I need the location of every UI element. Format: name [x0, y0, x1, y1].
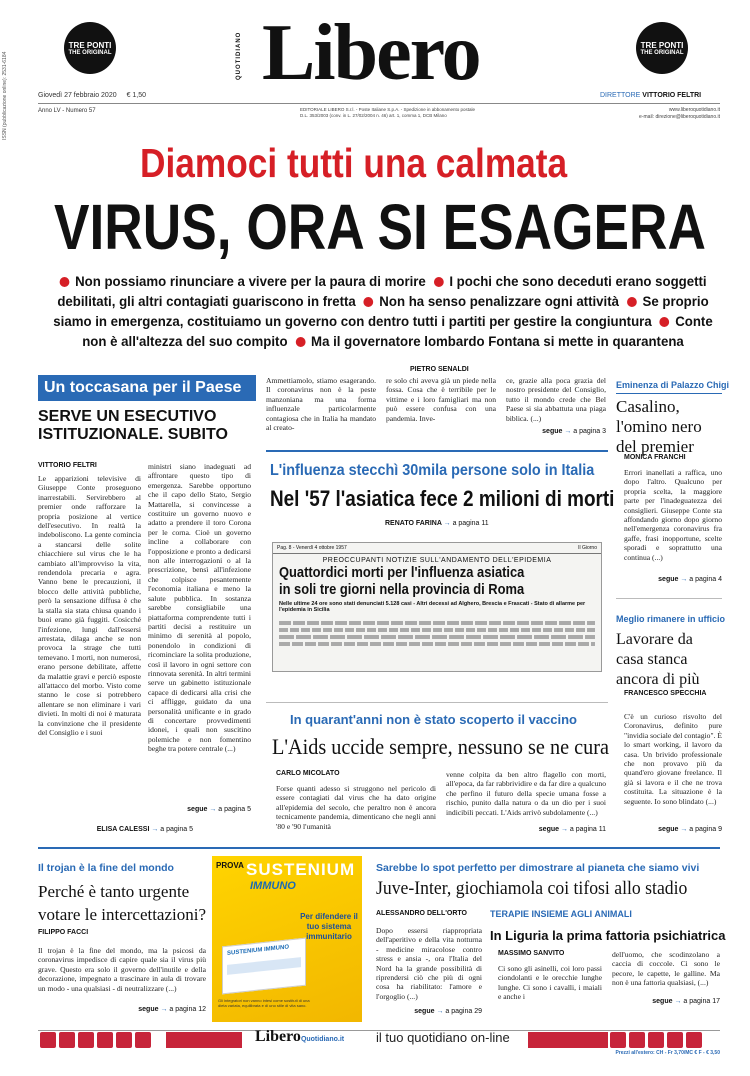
director-name: VITTORIO FELTRI [642, 92, 702, 99]
badge-top-text: TRE PONTI [640, 40, 684, 50]
bullet-text: Non ha senso penalizzare ogni attività [379, 294, 619, 309]
headline-bullets [45, 272, 721, 352]
headline-main: VIRUS, ORA SI ESAGERA [54, 191, 706, 263]
bullet-text: Conte non è all'altezza del suo compito [82, 314, 713, 349]
lead-segue[interactable]: segue → a pagina 3 [542, 428, 606, 435]
ad-claim: Per difendere il tuo sistema immunitario [300, 912, 358, 941]
editorial-col2: ministri siano inadeguati ad affrontare questo tipo di emergenza. Sarebbe opportuno che il capo dello Stato, Sergio Mattarella, si convincesse a costituire un governo nuovo e adatto a prendere il toro Corona per le corna. Cioè un governo incline a collaborare con l'opposizione e pronto a dedicarsi non alle interrogazioni o al la prescrizione, bensì all'infezione che colpisce pesantemente l'economia italiana e meno la salute pubblica. In sostanza sarebbe consigliabile una piattaforma comprendente tutti i partiti decisi a restituire un minimo di serenità al popolo, ponendolo in condizioni di ricominciare la solita produzione, così il lavoro in ogni settore con rinnovata serenità. In altri termini serve un gabinetto istituzionale capace di dedicarsi alla crisi che ci affligge, guidato da una personalità unificante e in grado di concertare provvedimenti idonei, i quali non suscitino polemiche e non fomentino beghe tra potere centrale (...) [148, 462, 251, 754]
segue-label: segue [652, 998, 673, 1005]
farm-col1: Ci sono gli asinelli, coi loro passi ciondolanti e le orecchie lunghe lunghe. Ci sono i cavalli, i maiali e anche i [498, 964, 602, 1002]
juve-title[interactable]: Juve-Inter, giochiamola coi tifosi allo stadio [376, 878, 688, 899]
bullet-item [59, 274, 425, 289]
footer-prices: Prezzi all'estero: CH - Fr 3,70/MC € F - € 3,50 [615, 1050, 720, 1056]
masthead-rule [38, 103, 720, 104]
segue-label: segue [187, 806, 208, 813]
footer-logo[interactable] [255, 1028, 344, 1046]
masthead-logo: Libero [262, 9, 480, 97]
issue-number: Anno LV - Numero 57 [38, 108, 96, 114]
director-label: DIRETTORE [600, 92, 641, 99]
casalino-label: Eminenza di Palazzo Chigi [616, 380, 730, 390]
juve-label: Sarebbe lo spot perfetto per dimostrare al pianeta che siamo vivi [376, 862, 700, 874]
home-segue[interactable]: segue → a pagina 9 [658, 826, 722, 833]
casalino-text: Errori inanellati a raffica, uno dopo l'altro. Qualcuno per propria scelta, la maggiore parte per l'inadeguatezza dei consiglieri. Giuseppe Conte sta affondando giorno dopo giorno nell'emergenza coronavirus fra gaffe, frasi inopportune, scelte sporadi e soprattutto una continua (...) [624, 468, 722, 562]
flu-title[interactable]: Nel '57 l'asiatica fece 2 milioni di morti [270, 486, 615, 511]
bullet-dot [627, 297, 637, 307]
footer-logo-sub: Quotidiano.it [300, 1036, 345, 1043]
juve-author: ALESSANDRO DELL'ORTO [376, 910, 467, 917]
bullet-dot [295, 337, 305, 347]
issn-line: ISSN (pubblicazione online): 2531-6184 [2, 51, 8, 140]
bullet-dot [59, 277, 69, 287]
aids-col1: Forse quanti adesso si struggono nel pericolo di essere contagiati dal virus che ha dato origine all'epidemia del secolo, che peraltro non è ancora tecnicamente pandemia, dimenticano che negli anni '80 e '90 l'umanità [276, 784, 436, 831]
farm-segue[interactable]: segue → a pagina 17 [652, 998, 720, 1005]
tre-ponti-badge-left [64, 22, 116, 74]
home-title[interactable]: Lavorare da casa stanca ancora di più [616, 631, 700, 688]
clip-sub: Nelle ultime 24 ore sono stati denunciati 5.128 casi - Altri decessi ad Alghero, Brescia e Frascati - Stato di allarme per l'epidemia in Sicilia [279, 601, 586, 613]
rss-icon[interactable] [135, 1032, 151, 1048]
segue-label: segue [538, 826, 560, 833]
twitter-icon[interactable] [59, 1032, 75, 1048]
footer-icons-left [40, 1032, 154, 1048]
casalino-rule [616, 393, 722, 394]
clip-head2: in soli tre giorni nella provincia di Roma [279, 581, 525, 598]
tablet-icon[interactable] [629, 1032, 645, 1048]
aids-kicker: In quarant'anni non è stato scoperto il vaccino [290, 712, 577, 727]
farm-title[interactable]: In Liguria la prima fattoria psichiatrica [490, 928, 726, 943]
editorial-author: VITTORIO FELTRI [38, 462, 97, 469]
segue-page: a pagina 9 [689, 826, 722, 833]
phone-icon[interactable] [648, 1032, 664, 1048]
director-line [600, 92, 701, 99]
sustenium-ad[interactable] [212, 856, 362, 1022]
editorial-ref[interactable]: ELISA CALESSI → a pagina 5 [96, 826, 193, 833]
headline-kicker: Diamoci tutti una calmata [140, 140, 568, 186]
aids-segue[interactable]: segue → a pagina 11 [538, 826, 606, 833]
segue-label: segue [658, 576, 679, 583]
casalino-title[interactable]: Casalino, l'omino nero del premier [616, 397, 702, 456]
publisher-line: D.L. 353/2003 (conv. in L. 27/02/2004 n. 46) art. 1, comma 1, DCB Milano [300, 113, 447, 118]
ref-author: ELISA CALESSI [96, 826, 150, 833]
footer-logo-text: Libero [255, 1028, 301, 1045]
home-rule-top [616, 598, 722, 599]
bullet-text: I pochi che sono deceduti erano soggetti debilitati, gli altri contagiati guariscono in fretta [57, 274, 707, 309]
newspaper-icon[interactable] [667, 1032, 683, 1048]
home-text: C'è un curioso risvolto del Coronavirus, definito pure "invidia sociale del contagio". È lo smart working, il lavoro da casa. Un brivido professionale che non provavo più da quand'ero giovane freelance. Il già si lavora e il che ne trova costituita. La situazione è la seguente. Io sono blindato (...) [624, 712, 722, 806]
farm-author: MASSIMO SANVITO [498, 950, 565, 957]
date-line [38, 92, 146, 99]
bullet-dot [434, 277, 444, 287]
aids-col2: venne colpita da ben altro flagello con morti, all'epoca, da far rabbrividire e da far dire a qualcuno che perfino il futuro della specie umana fosse a rischio, punito dalla natura o da un dio per i suoi indicibili peccati. L'Aids arrivò subdolamente (...) [446, 770, 606, 817]
ad-sub: IMMUNO [250, 880, 296, 892]
trojan-segue[interactable]: segue → a pagina 12 [138, 1006, 206, 1013]
segue-page: a pagina 4 [689, 576, 722, 583]
bullet-item [360, 294, 619, 309]
trojan-title[interactable]: Perché è tanto urgente votare le intercettazioni? [38, 882, 207, 924]
editorial-col1: Le apparizioni televisive di Giuseppe Conte proseguono inarrestabili. Servirebbero al premier onde rafforzare la propria posizione al vertice dell'esecutivo. In realtà la indeboliscono. La gente comincia a stancarsi delle solite chiacchiere sul virus che le ha cambiato all'improvviso la vita, rendendola precaria e agra. Vanno bene le precauzioni, il blocco delle attività pubbliche, però la sensazione diffusa è che la stalla sia stata chiusa quando i buoi erano già fuggiti. Cosicché l'infezione, lungi dall'essersi arrestata, dilaga anche se non provoca la strage che tutti temevano. I morti, non numerosi, erano persone debilitate, affette da malattie gravi e perciò esposte all'attacco del morbo. Visto come stanno le cose si potrebbero allentare se non eliminare i vari divieti. In molti di noi è maturata la convinzione che il presidente del Consiglio e i suoi [38, 474, 141, 737]
flu-box [266, 450, 608, 452]
segue-label: segue [542, 428, 563, 435]
segue-page: a pagina 11 [569, 826, 606, 833]
youtube-icon[interactable] [97, 1032, 113, 1048]
flu-page: a pagina 11 [452, 520, 489, 527]
bullet-item [291, 334, 683, 349]
bottom-rule [38, 847, 720, 849]
home-label: Meglio rimanere in ufficio [616, 614, 726, 624]
farm-col2: dell'uomo, che scodinzolano a caccia di coccole. Ci sono le pecore, le capette, le galline. Ma non è una fattoria qualsiasi, (...) [612, 950, 720, 988]
segue-page: a pagina 12 [169, 1006, 206, 1013]
clip-text-lines [273, 616, 601, 651]
clip-over: PREOCCUPANTI NOTIZIE SULL'ANDAMENTO DELL'EPIDEMIA [322, 557, 552, 564]
footer-icons-right [610, 1032, 705, 1048]
bullet-text: Se proprio siamo in emergenza, costituiamo un governo con dentro tutti i partiti per gestire la congiuntura [53, 294, 709, 329]
instagram-icon[interactable] [78, 1032, 94, 1048]
trojan-author: FILIPPO FACCI [38, 929, 89, 936]
aids-rule [266, 702, 608, 703]
segue-page: a pagina 3 [573, 428, 606, 435]
bullet-text: Ma il governatore lombardo Fontana si mette in quarantena [311, 334, 684, 349]
footer-red-band-left [166, 1032, 242, 1048]
footer-tagline: il tuo quotidiano on-line [376, 1030, 510, 1045]
aids-author: CARLO MICOLATO [276, 770, 340, 777]
casalino-author: MONICA FRANCHI [624, 454, 686, 461]
editorial-segue[interactable]: segue → a pagina 5 [187, 806, 251, 813]
ad-footnote: Gli integratori non vanno intesi come sostituti di una dieta variata, equilibrata e di uno stile di vita sano. [218, 998, 310, 1008]
editorial-title[interactable]: SERVE UN ESECUTIVO ISTITUZIONALE. SUBITO [38, 408, 228, 443]
lead-author: PIETRO SENALDI [410, 366, 469, 373]
clip-header [273, 543, 601, 554]
bullet-dot [364, 297, 374, 307]
home-author: FRANCESCO SPECCHIA [624, 690, 707, 697]
clipping [272, 542, 602, 672]
casalino-segue[interactable]: segue → a pagina 4 [658, 576, 722, 583]
juve-segue[interactable]: segue → a pagina 29 [414, 1008, 482, 1015]
ref-page: a pagina 5 [160, 826, 193, 833]
email[interactable]: e-mail: direzione@liberoquotidiano.it [639, 114, 720, 120]
desktop-icon[interactable] [610, 1032, 626, 1048]
publisher-info [300, 107, 475, 119]
flu-byline[interactable]: RENATO FARINA → a pagina 11 [385, 520, 489, 527]
bullet-dot [660, 317, 670, 327]
facebook-icon[interactable] [40, 1032, 56, 1048]
bullet-text: Non possiamo rinunciare a vivere per la paura di morire [75, 274, 426, 289]
ad-pack [222, 938, 306, 995]
publisher-line: EDITORIALE LIBERO S.r.l. - Poste Italiane S.p.A. - Spedizione in abbonamento postale [300, 107, 476, 112]
trojan-text: Il trojan è la fine del mondo, ma la psicosi da coronavirus impedisce di capire quale sia il virus più grave. Questo era solo il governo dell'inutile e della decorazione, impegnato a trascinare in aula di trovare un modo - una qualsiasi - di neutralizzare (...) [38, 946, 206, 993]
segue-label: segue [138, 1006, 159, 1013]
segue-page: a pagina 29 [445, 1008, 482, 1015]
lead-col1: Ammettiamolo, stiamo esagerando. Il coronavirus non è la peste manzoniana ma una forma influenzale particolarmente contagiosa che in Italia ha mandato al creato- [266, 376, 376, 433]
badge-bottom-text: THE ORIGINAL [68, 49, 112, 56]
segue-page: a pagina 5 [218, 806, 251, 813]
quotidiano-label: QUOTIDIANO [236, 31, 242, 80]
aids-title[interactable]: L'Aids uccide sempre, nessuno se ne cura [272, 734, 609, 759]
ad-pack-text: SUSTENIUM IMMUNO [227, 944, 289, 957]
lead-col3: ce, grazie alla poca grazia del nostro presidente del Consiglio, tutto il mondo crede che Bel Paese si sia abbattuta una piaga biblica. (...) [506, 376, 606, 423]
trojan-label: Il trojan è la fine del mondo [38, 862, 174, 874]
badge-bottom-text: THE ORIGINAL [640, 49, 684, 56]
clip-head1: Quattordici morti per l'influenza asiatica [279, 564, 525, 581]
flu-kicker: L'influenza stecchì 30mila persone solo in Italia [270, 462, 595, 479]
farm-label: TERAPIE INSIEME AGLI ANIMALI [490, 909, 632, 919]
footer-red-band-right [528, 1032, 608, 1048]
juve-text: Dopo essersi riappropriata dell'aperitivo e della vita notturna - medicine miracolose contro stress e ansia -, ora l'Italia del Nord ha la grande possibilità di riprendersi ciò che più di ogni cosa ha riabilitato: l'amore e l'orgoglio (...) [376, 926, 482, 1001]
ad-brand: SUSTENIUM [246, 860, 356, 879]
segue-label: segue [414, 1008, 435, 1015]
clip-paper: Il Giorno [578, 545, 597, 551]
mobile-icon[interactable] [686, 1032, 702, 1048]
issue-price: € 1,50 [126, 92, 147, 99]
badge-top-text: TRE PONTI [68, 40, 112, 50]
website[interactable]: www.liberoquotidiano.it [668, 107, 720, 113]
issue-date: Giovedì 27 febbraio 2020 [38, 92, 117, 99]
tre-ponti-badge-right [636, 22, 688, 74]
editorial-label: Un toccasana per il Paese [38, 375, 256, 401]
contact-info [612, 107, 720, 121]
segue-label: segue [658, 826, 679, 833]
clip-date: Pag. 8 - Venerdì 4 ottobre 1957 [277, 545, 347, 551]
lead-col2: re solo chi aveva già un piede nella fossa. Cosa che è terribile per le vittime e i loro famigliari ma non può essere confusa con una pandemia. Inve- [386, 376, 496, 423]
flu-author: RENATO FARINA [385, 520, 442, 527]
mail-icon[interactable] [116, 1032, 132, 1048]
segue-page: a pagina 17 [683, 998, 720, 1005]
ad-prova: PROVA [216, 861, 244, 870]
